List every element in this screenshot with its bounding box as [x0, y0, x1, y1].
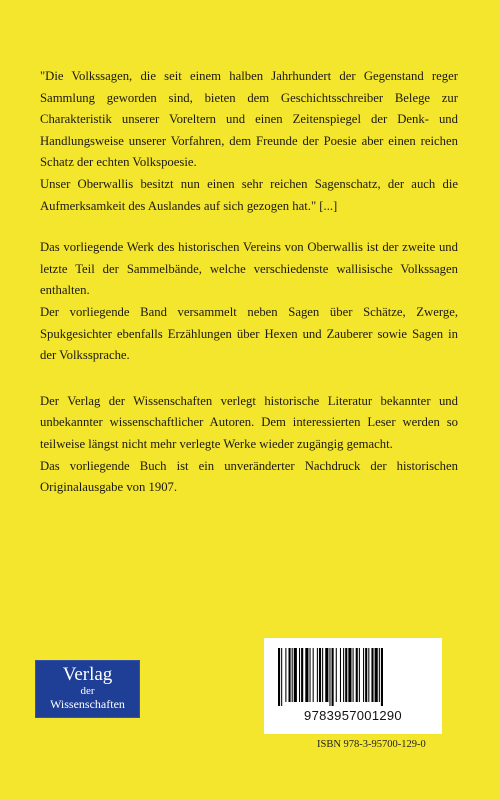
- barcode-bar: [285, 648, 286, 702]
- barcode-bar: [359, 648, 360, 702]
- barcode-bar: [336, 648, 337, 702]
- barcode-bar: [379, 648, 380, 702]
- barcode-bar: [375, 648, 378, 702]
- barcode-bar: [365, 648, 367, 702]
- barcode-bar: [329, 648, 330, 706]
- barcode-bar: [281, 648, 282, 706]
- barcode-bar: [299, 648, 300, 702]
- barcode-bar: [325, 648, 328, 702]
- barcode-bar: [305, 648, 308, 702]
- barcode-bar: [371, 648, 373, 702]
- blurb-paragraph-publisher: Der Verlag der Wissenschaften verlegt historische Literatur bekannter und unbekannter wissenschaftlicher Autoren. Dem interessierten Leser werden so teilweise längst nicht mehr verlegte Werke wieder zugängig gemacht.: [40, 393, 458, 451]
- isbn-label: ISBN 978-3-95700-129-0: [317, 739, 426, 750]
- back-cover-text: [40, 66, 458, 499]
- blurb-paragraph-work: Das vorliegende Werk des historischen Vereins von Oberwallis ist der zweite und letzte Teil der Sammelbände, welche verschiedenste wallisische Volkssagen enthalten.: [40, 240, 458, 298]
- barcode-bar: [340, 648, 341, 702]
- barcode-bar: [348, 648, 351, 702]
- barcode-bar: [289, 648, 291, 702]
- barcode: [264, 638, 442, 734]
- blurb-paragraph-reprint: Das vorliegende Buch ist ein unveränderter Nachdruck der historischen Originalausgabe von 1907.: [40, 458, 458, 495]
- barcode-bar: [381, 648, 383, 706]
- barcode-bar: [292, 648, 293, 702]
- logo-line-der: der: [80, 685, 95, 697]
- barcode-bar: [322, 648, 323, 702]
- barcode-bar: [301, 648, 303, 702]
- barcode-bar: [294, 648, 297, 702]
- publisher-logo: [35, 660, 140, 718]
- blurb-quote-continued: Unser Oberwallis besitzt nun einen sehr reichen Sagenschatz, der auch die Aufmerksamkeit des Auslandes auf sich gezogen hat." [...]: [40, 176, 458, 213]
- barcode-bar: [345, 648, 347, 702]
- barcode-bar: [356, 648, 358, 702]
- logo-line-verlag: Verlag: [62, 664, 113, 685]
- logo-line-wissenschaften: Wissenschaften: [50, 697, 125, 711]
- barcode-bar: [313, 648, 314, 702]
- barcode-bar: [353, 648, 354, 702]
- barcode-bar: [317, 648, 318, 702]
- barcode-bar: [343, 648, 344, 702]
- barcode-bar: [368, 648, 369, 702]
- barcode-bar: [332, 648, 334, 706]
- barcode-bars: [276, 648, 430, 706]
- barcode-number: 9783957001290: [304, 708, 402, 723]
- barcode-bar: [278, 648, 280, 706]
- blurb-quote: "Die Volkssagen, die seit einem halben Jahrhundert der Gegenstand reger Sammlung geworden sind, bieten dem Geschichtsschreiber Belege zur Charakteristik unserer Voreltern und einen Zeitenspiegel der Denk- und Handlungsweise unserer Vorfahren, dem Freunde der Poesie aber einen reichen Schatz der echten Volkspoesie.: [40, 69, 458, 170]
- blurb-paragraph-contents: Der vorliegende Band versammelt neben Sagen über Schätze, Zwerge, Spukgesichter ebenfalls Erzählungen über Hexen und Zauberer sowie Sagen in der Volkssprache.: [40, 304, 458, 363]
- barcode-bar: [310, 648, 311, 702]
- barcode-bar: [319, 648, 321, 702]
- barcode-bar: [363, 648, 364, 702]
